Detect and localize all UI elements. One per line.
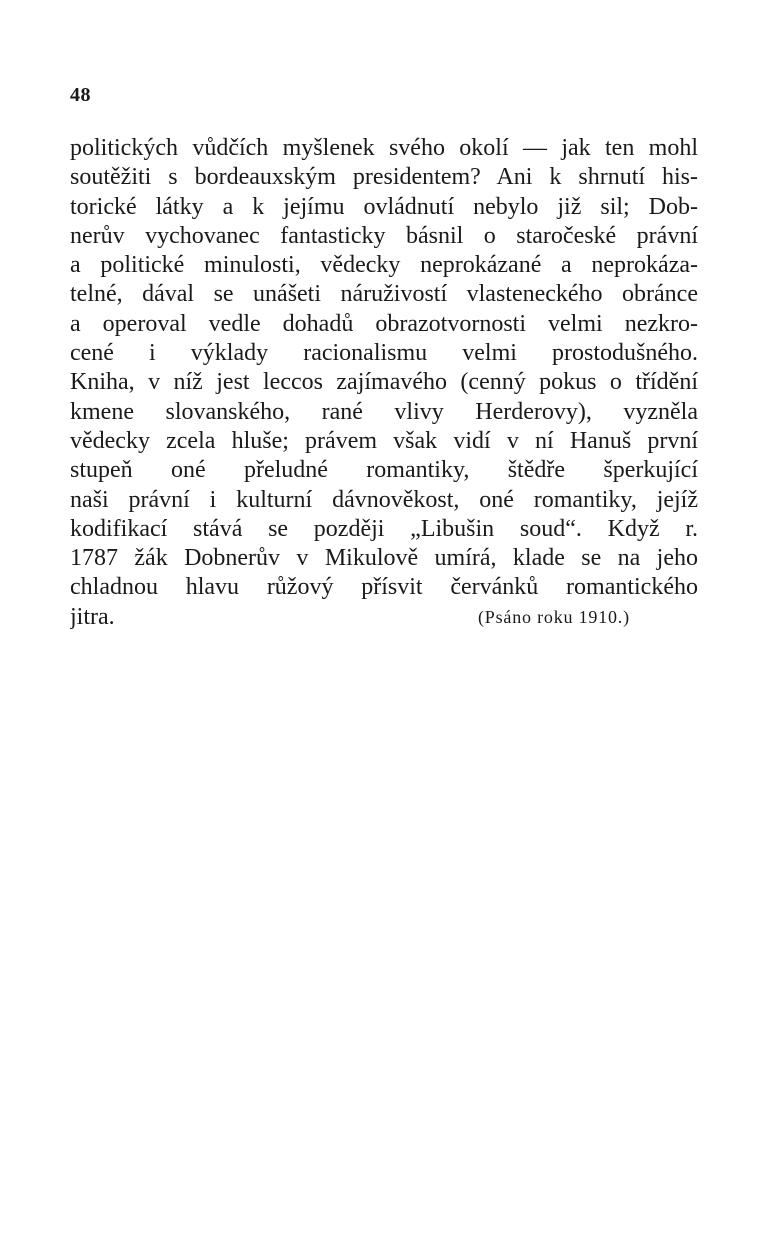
text-line: stupeň oné přeludné romantiky, štědře šperkující — [70, 457, 698, 484]
text-line: a politické minulosti, vědecky neprokázané a neprokáza- — [70, 252, 698, 279]
text-line: soutěžiti s bordeauxským presidentem? Ani k shrnutí his- — [70, 164, 698, 191]
text-line: chladnou hlavu růžový přísvit červánků romantického — [70, 574, 698, 601]
text-line: politických vůdčích myšlenek svého okolí — jak ten mohl — [70, 135, 698, 161]
text-line: nerův vychovanec fantasticky básnil o staročeské právní — [70, 222, 698, 249]
text-line: 1787 žák Dobnerův v Mikulově umírá, klade se na jeho — [70, 545, 698, 572]
body-text — [70, 134, 698, 632]
text-line: kodifikací stává se později „Libušin soud“. Když r. — [70, 515, 698, 542]
text-line: Kniha, v níž jest leccos zajímavého (cenný pokus o třídění — [70, 369, 698, 396]
text-line: naši právní i kulturní dávnověkost, oné romantiky, jejíž — [70, 486, 698, 513]
last-text-line — [70, 603, 698, 632]
page-number: 48 — [70, 84, 91, 106]
attribution: (Psáno roku 1910.) — [478, 606, 630, 627]
text-line: cené i výklady racionalismu velmi prostodušného. — [70, 340, 698, 367]
text-line: kmene slovanského, rané vlivy Herderovy), vyzněla — [70, 398, 698, 425]
text-line: vědecky zcela hluše; právem však vidí v ní Hanuš první — [70, 427, 698, 454]
last-line-text: jitra. — [70, 603, 115, 630]
text-line: a operoval vedle dohadů obrazotvornosti velmi nezkro- — [70, 310, 698, 337]
text-line: telné, dával se unášeti náruživostí vlasteneckého obránce — [70, 281, 698, 308]
text-line: torické látky a k jejímu ovládnutí nebylo již sil; Dob- — [70, 193, 698, 220]
